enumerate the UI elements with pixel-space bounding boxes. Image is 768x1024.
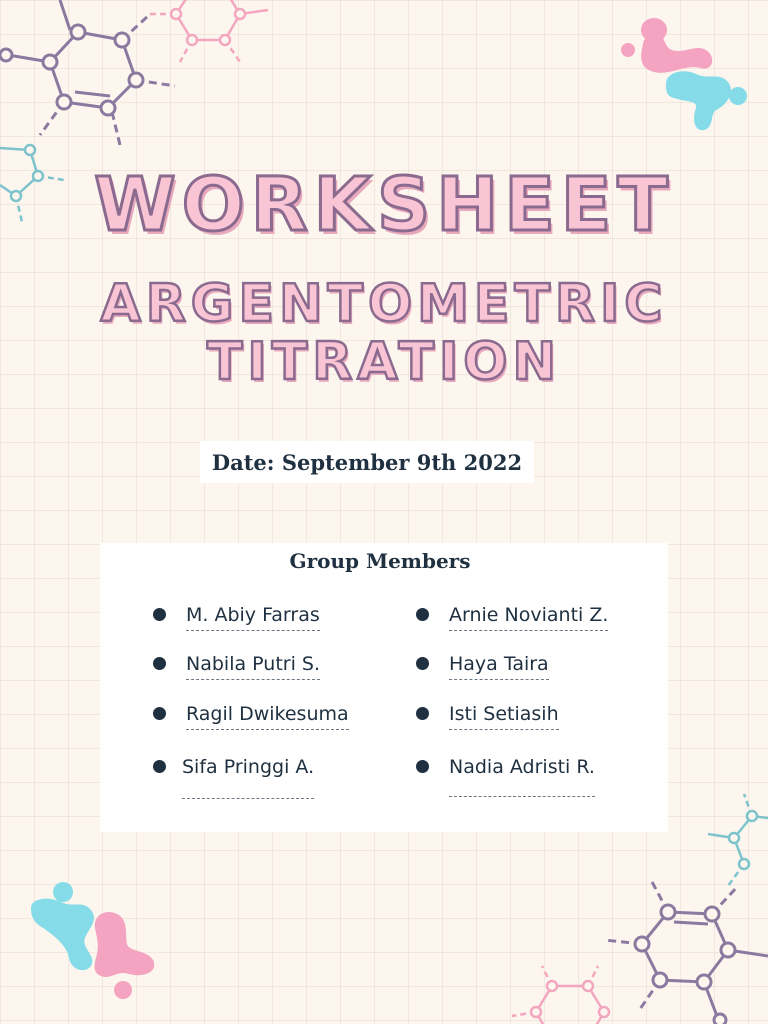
member-name: Arnie Novianti Z. bbox=[449, 604, 608, 631]
member-name: M. Abiy Farras bbox=[186, 604, 320, 631]
list-item bbox=[153, 703, 349, 730]
member-name: Nadia Adristi R. bbox=[449, 756, 595, 797]
bullet-icon bbox=[416, 608, 429, 621]
list-item bbox=[416, 653, 549, 680]
date-label: Date: September 9th 2022 bbox=[200, 441, 534, 483]
paint-splash-icon bbox=[25, 880, 165, 1010]
list-item bbox=[416, 756, 595, 797]
bullet-icon bbox=[416, 657, 429, 670]
bullet-icon bbox=[153, 657, 166, 670]
subtitle-line-1: ARGENTOMETRIC bbox=[100, 274, 668, 334]
list-item bbox=[153, 653, 320, 680]
list-item bbox=[416, 703, 559, 730]
bullet-icon bbox=[153, 760, 166, 773]
worksheet-title: WORKSHEET bbox=[94, 162, 674, 248]
group-members-card bbox=[100, 543, 668, 832]
paint-splash-icon bbox=[610, 10, 760, 140]
member-name: Ragil Dwikesuma bbox=[186, 703, 349, 730]
list-item bbox=[153, 604, 320, 631]
member-name: Sifa Pringgi A. bbox=[182, 756, 314, 799]
list-item bbox=[153, 756, 314, 799]
subtitle-line-2: TITRATION bbox=[206, 332, 562, 392]
member-name: Nabila Putri S. bbox=[186, 653, 320, 680]
bullet-icon bbox=[153, 707, 166, 720]
bullet-icon bbox=[153, 608, 166, 621]
group-members-heading: Group Members bbox=[289, 549, 471, 573]
member-name: Haya Taira bbox=[449, 653, 549, 680]
bullet-icon bbox=[416, 707, 429, 720]
bullet-icon bbox=[416, 760, 429, 773]
member-name: Isti Setiasih bbox=[449, 703, 559, 730]
list-item bbox=[416, 604, 608, 631]
